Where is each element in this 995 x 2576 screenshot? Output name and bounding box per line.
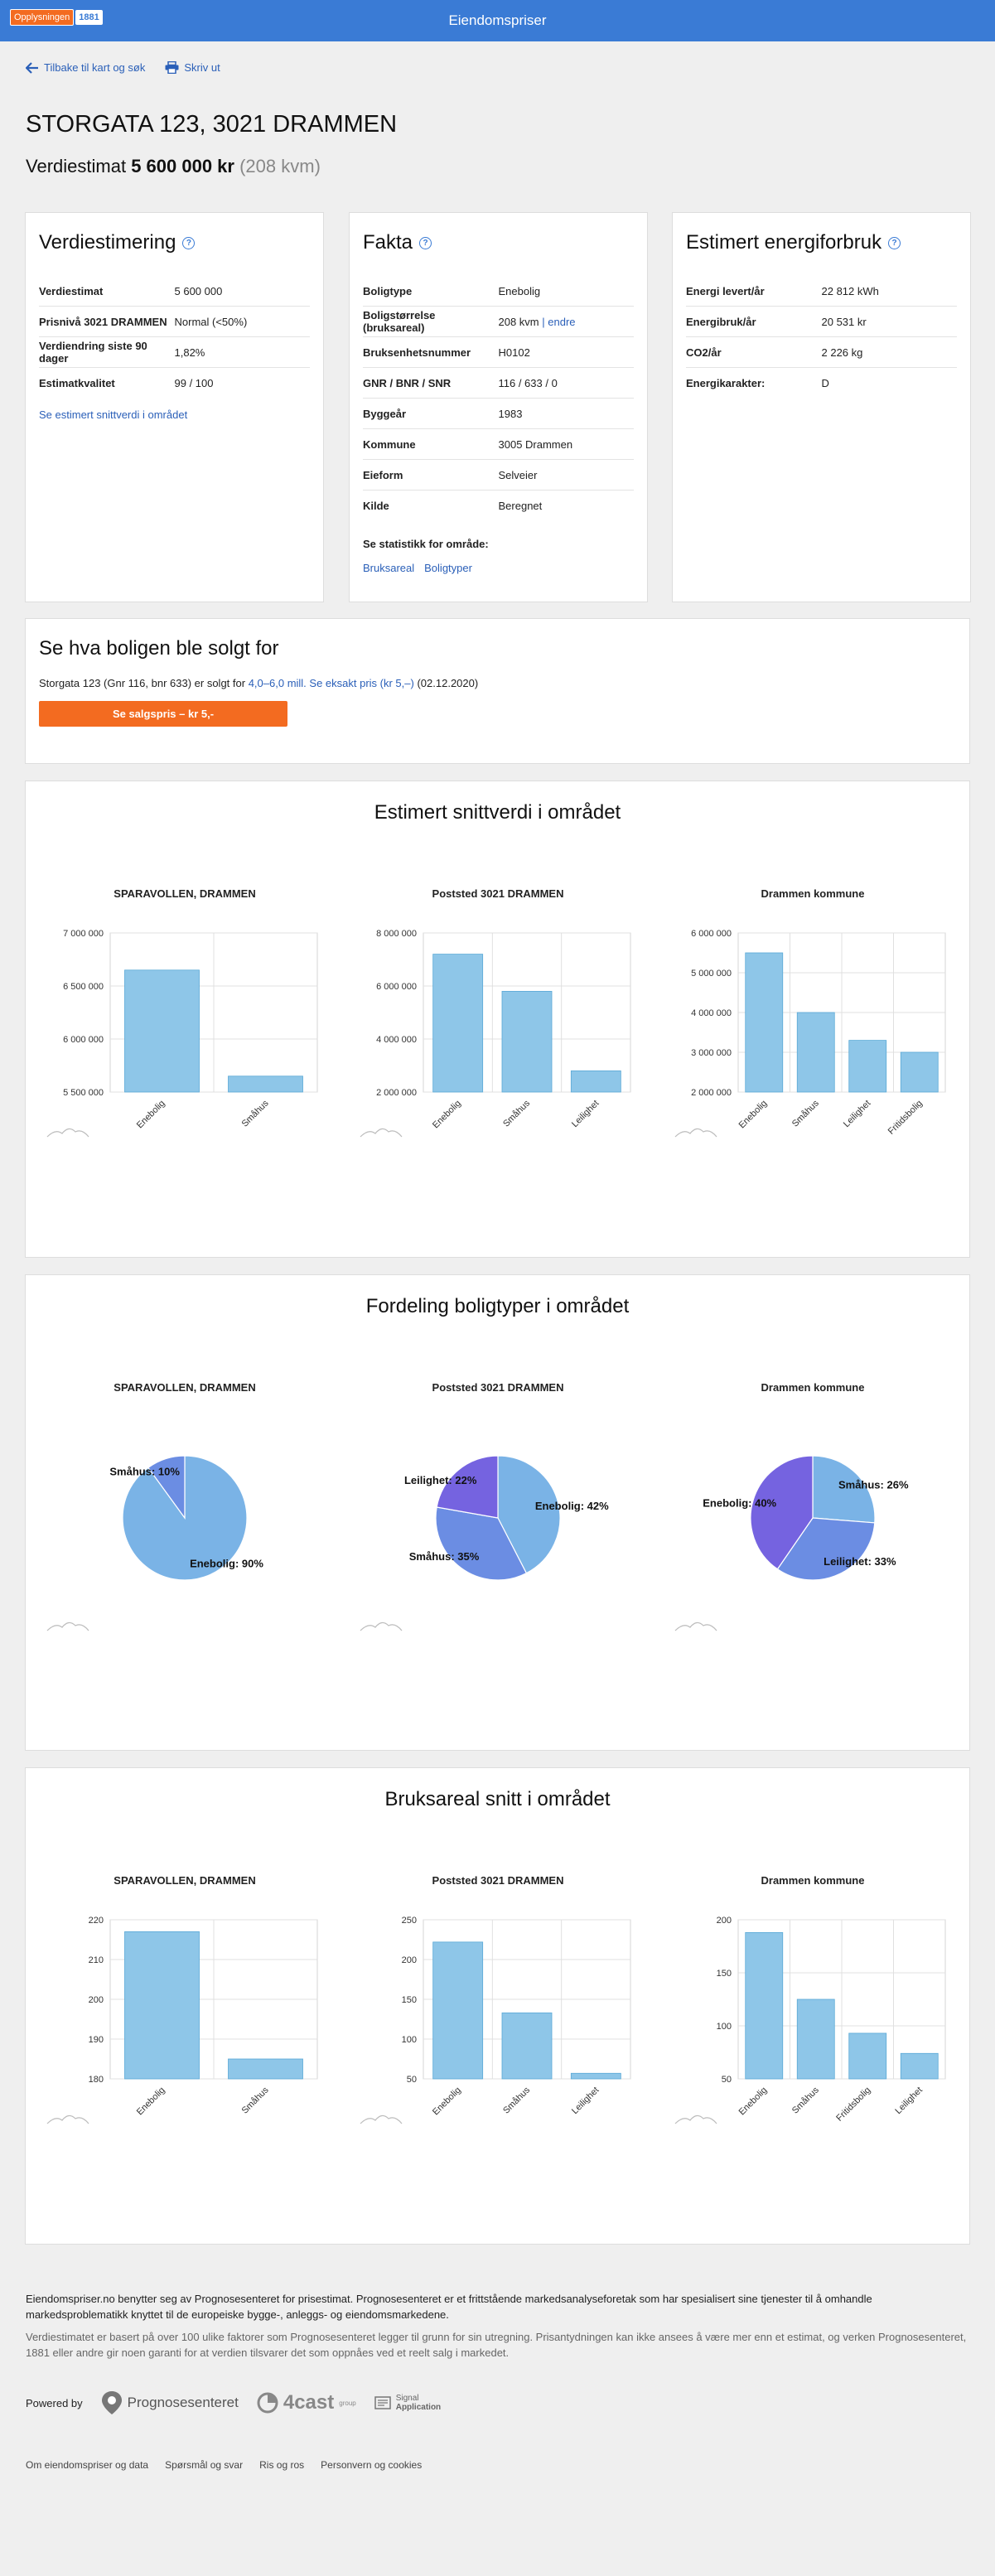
signal-grid-icon [374, 2396, 391, 2409]
valuation-table [39, 276, 310, 399]
y-tick-label: 190 [88, 2035, 104, 2045]
logo-line: Application [395, 2403, 442, 2412]
pie-chart [357, 1394, 639, 1642]
row-value: Beregnet [498, 500, 543, 512]
valuation-row [39, 307, 310, 337]
bar [797, 1999, 834, 2079]
facts-row [363, 399, 634, 429]
bar [502, 2013, 552, 2079]
facts-row [363, 368, 634, 399]
chart-panel [672, 1874, 954, 2135]
energy-card [672, 212, 971, 602]
x-tick-label: Fritidsbolig [834, 2085, 873, 2124]
pie-label: Enebolig: 42% [534, 1500, 609, 1513]
help-icon[interactable]: ? [182, 237, 195, 249]
x-tick-label: Leilighet [893, 2085, 925, 2117]
x-tick-label: Småhus [790, 1098, 821, 1129]
logo-text: Prognosesenteret [127, 2395, 239, 2410]
x-tick-label: Enebolig [737, 1098, 770, 1131]
y-tick-label: 6 000 000 [376, 982, 417, 992]
sold-card [25, 618, 970, 764]
footer-paragraph-2: Verdiestimatet er basert på over 100 ulike faktorer som Prognosesenteret legger til grunn for sin utregning. Prisantydningen kan ikke ansees å være mer enn et estimat, og verken Prognosesenteret, 1881 eller andre gir noen garanti for at verdien tilsvarer det som oppnåes ved et reelt salg i markedet. [26, 2331, 967, 2359]
pie-label: Enebolig: 40% [703, 1496, 777, 1510]
energy-row [686, 368, 957, 399]
row-value: H0102 [498, 346, 530, 359]
bar [849, 1041, 886, 1092]
y-tick-label: 220 [88, 1916, 104, 1926]
x-tick-label: Enebolig [134, 2085, 167, 2118]
footer-link[interactable]: Personvern og cookies [321, 2459, 423, 2471]
y-tick-label: 6 500 000 [63, 982, 104, 992]
y-tick-label: 2 000 000 [376, 1088, 417, 1098]
row-value: 22 812 kWh [821, 284, 879, 297]
facts-row [363, 491, 634, 521]
chart-watermark-icon [675, 1129, 717, 1137]
bar [849, 2033, 886, 2079]
row-key: Estimatkvalitet [39, 377, 115, 389]
facts-row [363, 460, 634, 491]
app-title: Eiendomspriser [448, 12, 547, 28]
bar [229, 1076, 303, 1092]
brand-number: 1881 [75, 10, 102, 25]
top-bar [0, 0, 995, 41]
x-tick-label: Enebolig [737, 2085, 770, 2118]
print-link[interactable] [165, 61, 220, 74]
sold-date: (02.12.2020) [417, 677, 479, 689]
back-link[interactable] [26, 61, 145, 74]
bar-chart [672, 900, 954, 1148]
stats-link-types[interactable]: Boligtyper [424, 562, 472, 574]
bar-chart [672, 1887, 954, 2135]
pie-label: Småhus: 10% [109, 1465, 180, 1478]
prognosesenteret-logo[interactable] [101, 2390, 239, 2415]
bar-chart [44, 900, 326, 1148]
action-links [26, 61, 220, 74]
powered-by-label: Powered by [26, 2396, 83, 2409]
energy-row [686, 337, 957, 368]
y-tick-label: 250 [401, 1916, 417, 1926]
valuation-row [39, 368, 310, 399]
energy-table [686, 276, 957, 399]
arrow-left-icon [26, 62, 39, 74]
watermark-curve [360, 1129, 402, 1137]
footer-link[interactable]: Ris og ros [259, 2459, 305, 2471]
printer-icon [165, 61, 179, 74]
bar [901, 2053, 938, 2079]
pie-label: Leilighet: 22% [403, 1474, 477, 1487]
facts-heading [363, 231, 634, 254]
chart-title: SPARAVOLLEN, DRAMMEN [114, 887, 256, 900]
distribution-section [25, 1274, 970, 1751]
sold-text [39, 677, 956, 689]
brand-name: Opplysningen [10, 9, 74, 26]
row-key: Bruksenhetsnummer [363, 346, 471, 359]
footer-link[interactable]: Spørsmål og svar [165, 2459, 244, 2471]
y-tick-label: 150 [401, 1995, 417, 2005]
y-tick-label: 7 000 000 [63, 929, 104, 939]
x-tick-label: Leilighet [569, 2085, 601, 2117]
bar [125, 1931, 200, 2079]
sold-title: Se hva boligen ble solgt for [39, 637, 279, 660]
row-key: Prisnivå 3021 DRAMMEN [39, 315, 167, 328]
watermark-curve [360, 1622, 402, 1631]
area-section [25, 1767, 970, 2245]
x-tick-label: Småhus [239, 2085, 271, 2116]
chart-panel [357, 887, 639, 1148]
chart-title: SPARAVOLLEN, DRAMMEN [114, 1381, 256, 1394]
chart-watermark-icon [47, 1129, 89, 1137]
watermark-curve [675, 1129, 717, 1137]
row-value: 1,82% [174, 346, 205, 359]
stats-links [363, 562, 634, 574]
sold-text-before: Storgata 123 (Gnr 116, bnr 633) er solgt for [39, 677, 246, 689]
row-key: CO2/år [686, 346, 722, 359]
row-value-group [499, 316, 635, 328]
chart-watermark-icon [47, 2115, 89, 2124]
pie-chart [672, 1394, 954, 1642]
x-tick-label: Leilighet [569, 1098, 601, 1130]
row-value: Selveier [498, 468, 538, 481]
energy-title: Estimert energiforbruk [686, 231, 882, 254]
bar [797, 1013, 834, 1092]
bar [571, 1071, 621, 1092]
y-tick-label: 150 [716, 1969, 732, 1979]
powered-by [26, 2390, 441, 2415]
watermark-curve [360, 2115, 402, 2124]
bar-chart [357, 1887, 639, 2135]
row-key: Boligtype [363, 284, 413, 297]
x-tick-label: Enebolig [431, 2085, 463, 2118]
watermark-curve [675, 2115, 717, 2124]
facts-row [363, 276, 634, 307]
row-key: Byggeår [363, 407, 407, 420]
row-value: 208 kvm [498, 315, 539, 328]
y-tick-label: 6 000 000 [63, 1035, 104, 1045]
pie-label: Enebolig: 90% [190, 1557, 263, 1570]
row-key: Verdiendring siste 90 dager [39, 340, 147, 365]
bar [746, 1932, 783, 2079]
row-key: Eieform [363, 468, 403, 481]
row-value: 99 / 100 [174, 377, 214, 389]
row-value: D [821, 377, 829, 389]
footer-links [26, 2459, 422, 2471]
chart-panel [672, 1381, 954, 1642]
estimate-area: (208 kvm) [239, 156, 321, 176]
footer-link[interactable]: Om eiendomspriser og data [26, 2459, 149, 2471]
y-tick-label: 2 000 000 [691, 1088, 732, 1098]
y-tick-label: 8 000 000 [376, 929, 417, 939]
y-tick-label: 180 [88, 2075, 104, 2085]
bar [125, 970, 200, 1092]
section-title-avg-value: Estimert snittverdi i området [374, 801, 621, 824]
watermark-curve [47, 2115, 89, 2124]
avg-value-link[interactable]: Se estimert snittverdi i området [39, 408, 188, 421]
logo-text: 4cast [283, 2391, 335, 2414]
y-tick-label: 200 [88, 1995, 104, 2005]
chart-panel [44, 1381, 326, 1642]
chart-watermark-icon [360, 2115, 402, 2124]
chart-watermark-icon [675, 1622, 717, 1631]
y-tick-label: 100 [716, 2022, 732, 2032]
bar [433, 955, 483, 1092]
chart-title: Poststed 3021 DRAMMEN [432, 1381, 564, 1394]
row-key: Energibruk/år [686, 315, 756, 328]
section-title-area: Bruksareal snitt i området [384, 1788, 611, 1810]
stats-link-area[interactable]: Bruksareal [363, 562, 415, 574]
4cast-mark-icon [257, 2392, 278, 2414]
row-value: 2 226 kg [821, 346, 863, 359]
y-tick-label: 3 000 000 [691, 1048, 732, 1058]
chart-panel [357, 1874, 639, 2135]
bar-chart [357, 900, 639, 1148]
bar [229, 2059, 303, 2079]
chart-panel [672, 887, 954, 1148]
stats-label: Se statistikk for område: [363, 538, 489, 550]
bar [901, 1052, 938, 1092]
chart-watermark-icon [47, 1622, 89, 1631]
row-value: Normal (<50%) [174, 315, 248, 328]
row-value: 5 600 000 [174, 284, 223, 297]
row-key: Kommune [363, 437, 416, 451]
bar-chart [44, 1887, 326, 2135]
y-tick-label: 5 500 000 [63, 1088, 104, 1098]
x-tick-label: Fritidsbolig [886, 1098, 925, 1137]
location-pin-icon [101, 2390, 123, 2415]
y-tick-label: 50 [406, 2075, 417, 2085]
row-key: Energi levert/år [686, 284, 765, 297]
print-link-label: Skriv ut [184, 61, 220, 74]
logo-text [396, 2394, 441, 2412]
facts-table [363, 276, 634, 521]
chart-title: Poststed 3021 DRAMMEN [432, 887, 564, 900]
see-sale-price-button[interactable]: Se salgspris – kr 5,- [39, 701, 287, 727]
valuation-heading [39, 231, 310, 254]
facts-row [363, 337, 634, 368]
row-value: 20 531 kr [821, 315, 867, 328]
x-tick-label: Småhus [239, 1098, 271, 1129]
energy-row [686, 276, 957, 307]
pie-chart [44, 1394, 326, 1642]
estimate-prefix: Verdiestimat [26, 156, 127, 176]
y-tick-label: 200 [401, 1955, 417, 1965]
energy-heading [686, 231, 957, 254]
valuation-row [39, 276, 310, 307]
chart-panel [357, 1381, 639, 1642]
y-tick-label: 5 000 000 [691, 969, 732, 979]
back-link-label: Tilbake til kart og søk [44, 61, 146, 74]
x-tick-label: Småhus [501, 1098, 533, 1129]
pie-slice [437, 1456, 498, 1518]
row-value: 3005 Drammen [498, 437, 573, 451]
help-icon[interactable]: ? [888, 237, 901, 249]
section-title-distribution: Fordeling boligtyper i området [365, 1295, 630, 1317]
help-icon[interactable]: ? [419, 237, 432, 249]
signal-application-logo[interactable] [374, 2394, 441, 2412]
4cast-logo[interactable] [257, 2391, 356, 2414]
energy-row [686, 307, 957, 337]
x-tick-label: Enebolig [134, 1098, 167, 1131]
sold-price-link[interactable]: 4,0–6,0 mill. Se eksakt pris (kr 5,–) [248, 677, 414, 689]
facts-card [349, 212, 648, 602]
row-value: 116 / 633 / 0 [498, 376, 558, 389]
footer-paragraph-1: Eiendomspriser.no benytter seg av Prognosesenteret for prisestimat. Prognosesenteret er et frittstående markedsanalyseforetak som har spesialisert sine tjenester til å omhandle markedsproblematikk knyttet til de europeiske bygge-, anleggs- og eiendomsmarkedene. [26, 2293, 872, 2321]
facts-row [363, 307, 634, 337]
row-value: 1983 [498, 407, 523, 420]
chart-watermark-icon [360, 1622, 402, 1631]
row-key: Boligstørrelse (bruksareal) [363, 309, 436, 334]
watermark-curve [47, 1129, 89, 1137]
separator: | [542, 315, 545, 328]
row-key: Kilde [363, 500, 389, 512]
footer-text [26, 2291, 970, 2361]
chart-watermark-icon [675, 2115, 717, 2124]
y-tick-label: 4 000 000 [691, 1008, 732, 1018]
chart-watermark-icon [360, 1129, 402, 1137]
chart-title: SPARAVOLLEN, DRAMMEN [114, 1874, 256, 1887]
bar [502, 991, 552, 1092]
bar [433, 1942, 483, 2079]
valuation-title: Verdiestimering [39, 231, 176, 254]
x-tick-label: Småhus [501, 2085, 533, 2116]
x-tick-label: Enebolig [431, 1098, 463, 1131]
pie-label: Småhus: 35% [408, 1550, 480, 1563]
row-value: Enebolig [498, 284, 541, 297]
chart-title: Drammen kommune [761, 887, 865, 900]
x-tick-label: Småhus [790, 2085, 821, 2116]
y-tick-label: 6 000 000 [691, 929, 732, 939]
row-key: Energikarakter: [686, 377, 766, 389]
valuation-card [25, 212, 324, 602]
chart-panel [44, 1874, 326, 2135]
valuation-row [39, 337, 310, 368]
pie-label: Leilighet: 33% [824, 1554, 896, 1568]
facts-row [363, 429, 634, 460]
chart-title: Poststed 3021 DRAMMEN [432, 1874, 564, 1887]
y-tick-label: 50 [721, 2075, 732, 2085]
x-tick-label: Leilighet [841, 1098, 873, 1130]
row-key: Verdiestimat [39, 284, 104, 297]
page-title: STORGATA 123, 3021 DRAMMEN [26, 111, 398, 138]
watermark-curve [47, 1622, 89, 1631]
avg-value-section [25, 781, 970, 1258]
facts-title: Fakta [363, 231, 413, 254]
row-key: GNR / BNR / SNR [363, 376, 452, 389]
y-tick-label: 4 000 000 [376, 1035, 417, 1045]
chart-title: Drammen kommune [761, 1874, 865, 1887]
y-tick-label: 210 [88, 1955, 104, 1965]
logo-line: Signal [395, 2394, 419, 2403]
watermark-curve [675, 1622, 717, 1631]
bar [746, 953, 783, 1092]
pie-label: Småhus: 26% [838, 1478, 909, 1491]
estimate-value: 5 600 000 kr [131, 156, 234, 176]
y-tick-label: 100 [401, 2035, 417, 2045]
bar [571, 2073, 621, 2079]
chart-panel [44, 887, 326, 1148]
y-tick-label: 200 [716, 1916, 732, 1926]
chart-title: Drammen kommune [761, 1381, 865, 1394]
estimate-summary [26, 156, 321, 177]
logo-sup: group [339, 2399, 356, 2407]
edit-size-link[interactable]: endre [548, 315, 576, 328]
